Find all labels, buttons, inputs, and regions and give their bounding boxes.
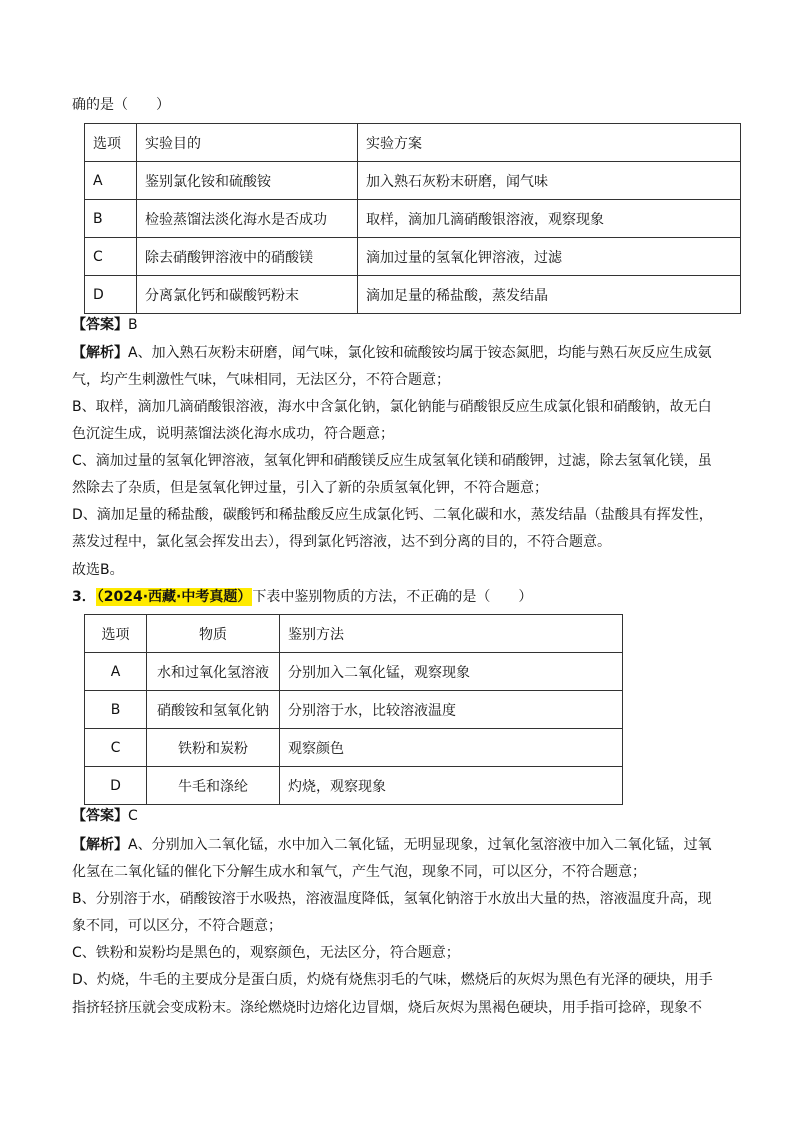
table-cell: 硝酸铵和氢氧化钠	[147, 691, 280, 729]
table-cell: 分离氯化钙和碳酸钙粉末	[137, 276, 358, 314]
table-cell: 观察颜色	[280, 729, 623, 767]
analysis-line: C、滴加过量的氢氧化钾溶液，氢氧化钾和硝酸镁反应生成氢氧化镁和硝酸钾，过滤，除去氢氧化镁，虽	[72, 453, 712, 469]
answer-tag: 【答案】	[72, 808, 128, 824]
table-header-cell: 实验目的	[137, 124, 358, 162]
table-cell: 检验蒸馏法淡化海水是否成功	[137, 200, 358, 238]
table-row	[85, 691, 623, 729]
analysis-line: B、分别溶于水，硝酸铵溶于水吸热，溶液温度降低，氢氧化钠溶于水放出大量的热，溶液温度升高，现	[72, 891, 712, 907]
answer-line	[72, 807, 742, 825]
table-cell: 鉴别氯化铵和硫酸铵	[137, 162, 358, 200]
analysis-line: B、取样，滴加几滴硝酸银溶液，海水中含氯化钠，氯化钠能与硝酸银反应生成氯化银和硝酸钠，故无白	[72, 399, 712, 415]
question-number: 3．	[72, 589, 96, 605]
table-cell: D	[85, 767, 147, 805]
table-cell: 灼烧，观察现象	[280, 767, 623, 805]
table-row	[85, 200, 741, 238]
analysis-line: 然除去了杂质，但是氢氧化钾过量，引入了新的杂质氢氧化钾，不符合题意；	[72, 480, 548, 496]
analysis-tag: 【解析】	[72, 345, 128, 361]
answer-line	[72, 316, 742, 334]
analysis-tag: 【解析】	[72, 837, 128, 853]
analysis-line: 色沉淀生成，说明蒸馏法淡化海水成功，符合题意；	[72, 426, 394, 442]
analysis-line: 蒸发过程中，氯化氢会挥发出去），得到氯化钙溶液，达不到分离的目的，不符合题意。	[72, 534, 611, 550]
answer-value: C	[128, 808, 138, 824]
table-cell: A	[85, 162, 137, 200]
table-header-cell: 实验方案	[358, 124, 741, 162]
table-cell: 铁粉和炭粉	[147, 729, 280, 767]
table-cell: B	[85, 200, 137, 238]
analysis-line: D、滴加足量的稀盐酸，碳酸钙和稀盐酸反应生成氯化钙、二氧化碳和水，蒸发结晶（盐酸具有挥发性，	[72, 507, 713, 523]
table-cell: A	[85, 653, 147, 691]
table-header-cell: 选项	[85, 615, 147, 653]
table-cell: 牛毛和涤纶	[147, 767, 280, 805]
analysis-line	[72, 344, 742, 362]
table-cell: C	[85, 238, 137, 276]
source-badge: （2024·西藏·中考真题）	[96, 589, 252, 605]
table-row	[85, 238, 741, 276]
answer-tag: 【答案】	[72, 317, 128, 333]
analysis-line: 象不同，可以区分，不符合题意；	[72, 918, 282, 934]
table-row	[85, 276, 741, 314]
analysis-line: 故选B。	[72, 562, 124, 578]
table-header-cell: 选项	[85, 124, 137, 162]
question-stem-tail: 确的是（ ）	[72, 97, 170, 113]
analysis-line: C、铁粉和炭粉均是黑色的，观察颜色，无法区分，符合题意；	[72, 945, 460, 961]
table-header-cell: 鉴别方法	[280, 615, 623, 653]
analysis-line: 气，均产生刺激性气味，气味相同，无法区分，不符合题意；	[72, 372, 450, 388]
table-header-row	[85, 124, 741, 162]
table-header-cell: 物质	[147, 615, 280, 653]
table-cell: 滴加过量的氢氧化钾溶液，过滤	[358, 238, 741, 276]
identification-table	[84, 614, 623, 805]
table-row	[85, 653, 623, 691]
table-cell: C	[85, 729, 147, 767]
analysis-text: A、加入熟石灰粉末研磨，闻气味，氯化铵和硫酸铵均属于铵态氮肥，均能与熟石灰反应生成氨	[128, 345, 712, 361]
answer-value: B	[128, 317, 138, 333]
table-cell: D	[85, 276, 137, 314]
analysis-line: 化氢在二氧化锰的催化下分解生成水和氧气，产生气泡，现象不同，可以区分，不符合题意；	[72, 864, 646, 880]
table-row	[85, 162, 741, 200]
experiment-table	[84, 123, 741, 314]
table-cell: B	[85, 691, 147, 729]
table-cell: 分别加入二氧化锰，观察现象	[280, 653, 623, 691]
table-cell: 滴加足量的稀盐酸，蒸发结晶	[358, 276, 741, 314]
table-header-row	[85, 615, 623, 653]
table-cell: 除去硝酸钾溶液中的硝酸镁	[137, 238, 358, 276]
analysis-line: D、灼烧，牛毛的主要成分是蛋白质，灼烧有烧焦羽毛的气味，燃烧后的灰烬为黑色有光泽的硬块，用手	[72, 972, 713, 988]
table-cell: 取样，滴加几滴硝酸银溶液，观察现象	[358, 200, 741, 238]
table-cell: 加入熟石灰粉末研磨，闻气味	[358, 162, 741, 200]
question-text: 下表中鉴别物质的方法，不正确的是（ ）	[252, 589, 533, 605]
table-row	[85, 729, 623, 767]
analysis-line	[72, 836, 742, 854]
question-stem	[72, 588, 742, 606]
analysis-line: 指挤轻挤压就会变成粉末。涤纶燃烧时边熔化边冒烟，烧后灰烬为黑褐色硬块，用手指可捻碎，现象不	[72, 1000, 702, 1016]
table-cell: 分别溶于水，比较溶液温度	[280, 691, 623, 729]
analysis-text: A、分别加入二氧化锰，水中加入二氧化锰，无明显现象，过氧化氢溶液中加入二氧化锰，过氧	[128, 837, 712, 853]
table-row	[85, 767, 623, 805]
table-cell: 水和过氧化氢溶液	[147, 653, 280, 691]
